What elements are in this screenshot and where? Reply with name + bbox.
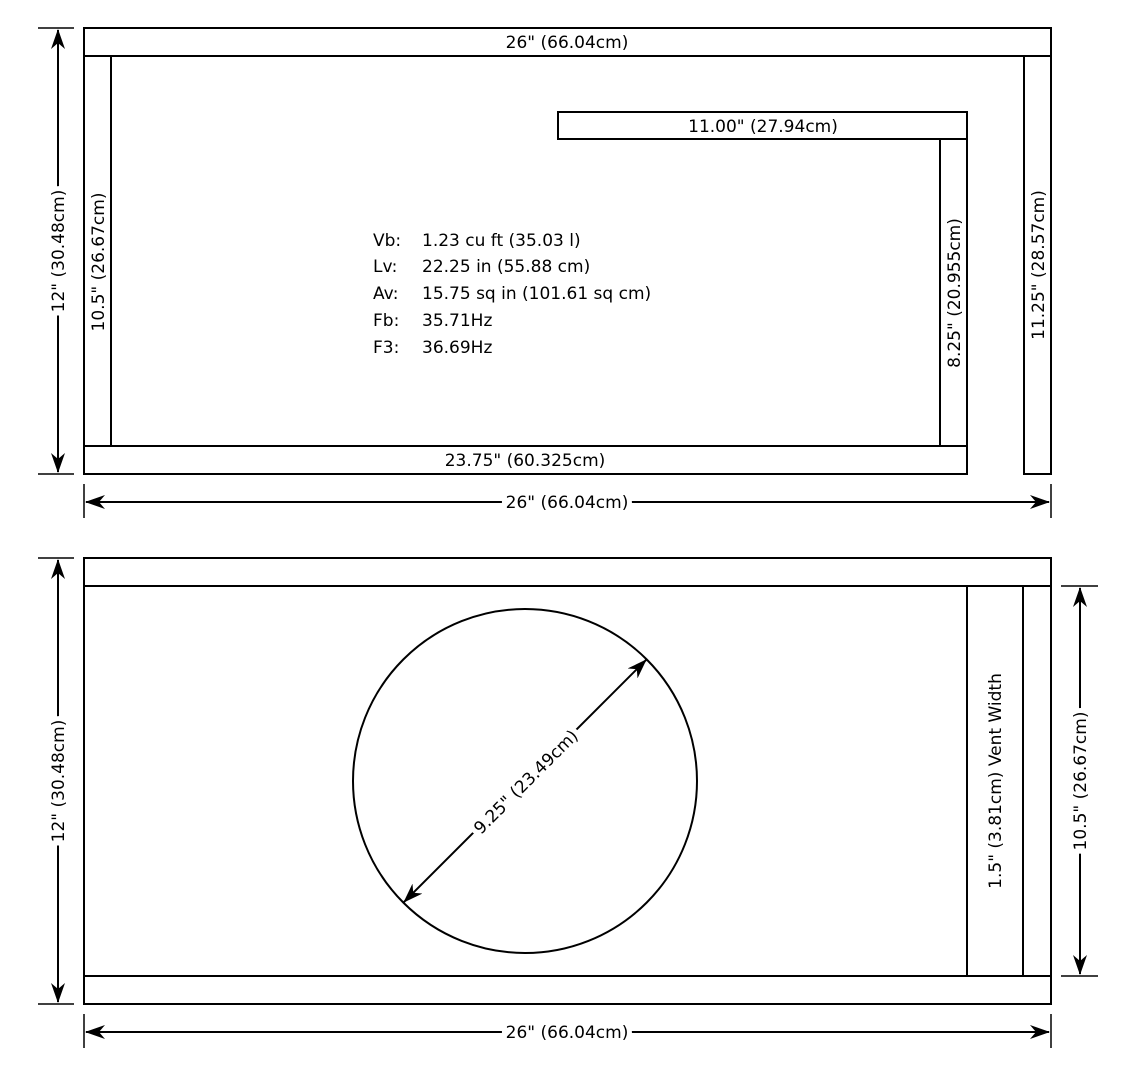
top-width-label: 26" (66.04cm)	[505, 493, 629, 513]
spec-key: Lv:	[373, 257, 398, 277]
cutout-diameter-label: 9.25" (23.49cm)	[470, 726, 583, 839]
vent-side-label: 8.25" (20.955cm)	[945, 218, 965, 368]
front-outline	[84, 558, 1051, 1004]
front-inner-height-label: 10.5" (26.67cm)	[1071, 711, 1091, 851]
spec-key: F3:	[373, 338, 400, 358]
front-width-dimension	[84, 1014, 1051, 1048]
bottom-panel-label: 23.75" (60.325cm)	[444, 451, 606, 471]
top-height-label: 12" (30.48cm)	[49, 189, 69, 313]
spec-value: 35.71Hz	[422, 311, 493, 331]
right-panel-label: 11.25" (28.57cm)	[1029, 190, 1049, 340]
vent-top-label: 11.00" (27.94cm)	[688, 117, 838, 137]
front-height-label: 12" (30.48cm)	[49, 719, 69, 843]
front-width-label: 26" (66.04cm)	[505, 1023, 629, 1043]
top-panel-label: 26" (66.04cm)	[505, 33, 629, 53]
spec-value: 22.25 in (55.88 cm)	[422, 257, 591, 277]
spec-value: 15.75 sq in (101.61 sq cm)	[422, 284, 652, 304]
spec-key: Fb:	[373, 311, 400, 331]
spec-key: Av:	[373, 284, 399, 304]
front-view	[38, 558, 1098, 1048]
left-panel-label: 10.5" (26.67cm)	[89, 192, 109, 332]
top-view	[38, 28, 1051, 518]
vent-width-label: 1.5" (3.81cm) Vent Width	[986, 673, 1006, 889]
top-height-dimension	[38, 28, 74, 474]
box-specs	[373, 231, 651, 358]
front-height-dimension	[38, 558, 74, 1004]
top-width-dimension	[84, 484, 1051, 518]
spec-value: 1.23 cu ft (35.03 l)	[422, 231, 581, 251]
front-inner-height-dimension	[1061, 586, 1098, 976]
spec-value: 36.69Hz	[422, 338, 493, 358]
spec-key: Vb:	[373, 231, 402, 251]
